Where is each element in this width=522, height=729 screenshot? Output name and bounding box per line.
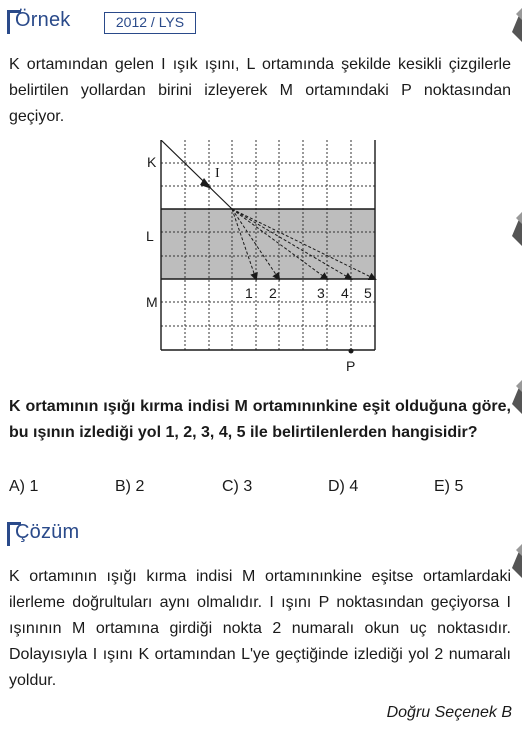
exam-year-badge: 2012 / LYS — [104, 12, 196, 34]
example-heading-bar — [7, 10, 10, 34]
path-label-3: 3 — [317, 285, 325, 301]
pencil-icon — [510, 212, 522, 246]
option-c: C) 3 — [222, 478, 253, 495]
solution-title: Çözüm — [15, 521, 80, 543]
label-k: K — [147, 154, 157, 170]
pencil-icon — [510, 544, 522, 578]
intro-text: K ortamından gelen I ışık ışını, L ortamında şekilde kesikli çizgilerle belirtilen yollardan birini izleyerek M ortamındaki P noktasından geçiyor. — [9, 56, 511, 125]
label-p: P — [346, 358, 356, 374]
path-label-2: 2 — [269, 285, 277, 301]
solution-text: K ortamının ışığı kırma indisi M ortamınınkine eşitse ortamlardaki ilerleme doğrultuları aynı olmalıdır. I ışını P noktasından geçiyorsa I ışınının M ortamına girdiği nokta 2 numaralı okun uç noktasıdır. Dolayısıyla I ışını K ortamından L'ye geçtiğinde izlediği yol 2 numaralı yoldur. — [9, 568, 511, 689]
point-p — [349, 349, 354, 354]
example-title: Örnek — [15, 9, 71, 31]
pencil-icon — [510, 380, 522, 414]
option-d: D) 4 — [328, 478, 359, 495]
solution-heading-bar — [7, 522, 10, 546]
refraction-figure — [140, 140, 385, 380]
incident-ray — [161, 140, 232, 209]
option-b: B) 2 — [115, 478, 145, 495]
label-m: M — [146, 294, 158, 310]
question-text: K ortamının ışığı kırma indisi M ortamınınkine eşit olduğuna göre, bu ışının izlediği yol 1, 2, 3, 4, 5 ile belirtilenlerden hangisidir? — [9, 398, 511, 441]
path-label-4: 4 — [341, 285, 349, 301]
label-ray-i: I — [215, 166, 220, 181]
path-label-1: 1 — [245, 285, 253, 301]
label-l: L — [146, 228, 154, 244]
path-label-5: 5 — [364, 285, 372, 301]
medium-l-band — [161, 209, 375, 279]
answer-text: Doğru Seçenek B — [386, 704, 512, 721]
option-e: E) 5 — [434, 478, 464, 495]
pencil-icon — [510, 8, 522, 42]
option-a: A) 1 — [9, 478, 39, 495]
